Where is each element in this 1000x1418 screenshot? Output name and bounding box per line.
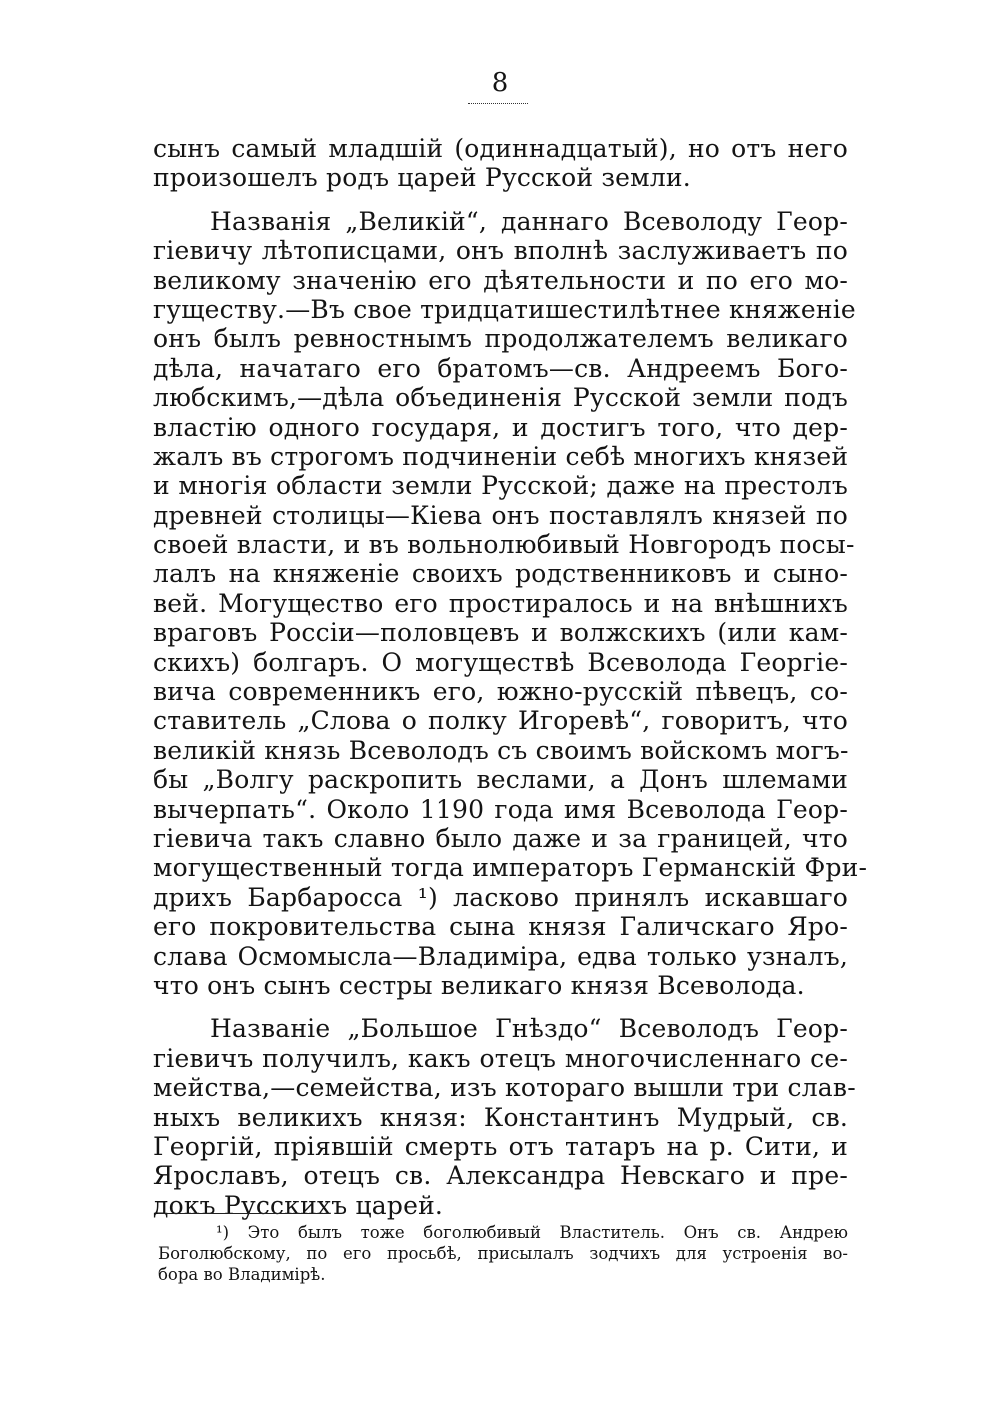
text-line: и многія области земли Русской; даже на престолъ (153, 471, 848, 501)
text-line: враговъ Россіи—половцевъ и волжскихъ (или кам- (153, 618, 848, 648)
page-number-rule (468, 103, 528, 104)
text-line: великому значенію его дѣятельности и по его мо- (153, 265, 848, 295)
text-line: древней столицы—Кіева онъ поставлялъ князей по (153, 500, 848, 530)
text-line: его покровительства сына князя Галичскаго Яро- (153, 912, 848, 942)
text-line: Названія „Великій“, даннаго Всеволоду Геор- (210, 206, 848, 236)
text-line: своей власти, и въ вольнолюбивый Новгородъ посы- (153, 530, 855, 560)
text-line: бы „Волгу раскропить веслами, а Донъ шлемами (153, 765, 848, 795)
text-line: Георгій, пріявшій смерть отъ татаръ на р. Сити, и (153, 1131, 848, 1161)
body-text (153, 134, 868, 1220)
text-line: могущественный тогда императоръ Германскій Фри- (153, 853, 868, 883)
footnote-rule (158, 1213, 330, 1214)
text-line: гіевичу лѣтописцами, онъ вполнѣ заслуживаетъ по (153, 236, 848, 266)
text-line: вей. Могущество его простиралось и на внѣшнихъ (153, 588, 848, 618)
text-line: Ярославъ, отецъ св. Александра Невскаго и пре- (153, 1161, 848, 1191)
text-line: Названіе „Большое Гнѣздо“ Всеволодъ Геор- (210, 1014, 848, 1044)
text-line: слава Осмомысла—Владиміра, едва только узналъ, (153, 941, 848, 971)
footnote-line: Боголюбскому, по его просьбѣ, присылалъ зодчихъ для устроенія во- (158, 1244, 848, 1263)
text-line: вича современникъ его, южно-русскій пѣвецъ, со- (153, 677, 848, 707)
text-line: онъ былъ ревностнымъ продолжателемъ великаго (153, 324, 848, 354)
text-line: властію одного государя, и достигъ того, что дер- (153, 412, 848, 442)
text-line: жалъ въ строгомъ подчиненіи себѣ многихъ князей (153, 441, 849, 471)
paragraph-2 (153, 206, 868, 1001)
text-line: сынъ самый младшій (одиннадцатый), но отъ него (153, 134, 848, 163)
text-line: мейства,—семейства, изъ котораго вышли три слав- (153, 1073, 856, 1103)
text-line: гіевичъ получилъ, какъ отецъ многочисленнаго се- (153, 1043, 848, 1073)
text-line: ставитель „Слова о полку Игоревѣ“, говоритъ, что (153, 706, 848, 736)
text-line: дѣла, начатаго его братомъ—св. Андреемъ Бого- (153, 353, 848, 383)
footnote-line: ¹) Это былъ тоже боголюбивый Властитель. Онъ св. Андрею (216, 1223, 848, 1242)
text-line: что онъ сынъ сестры великаго князя Всеволода. (153, 970, 805, 1000)
text-line: любскимъ,—дѣла объединенія Русской земли подъ (153, 383, 848, 413)
page-number: 8 (491, 68, 509, 98)
text-line: гуществу.—Въ свое тридцатишестилѣтнее княженіе (153, 294, 856, 324)
paragraph-1 (153, 134, 848, 193)
text-line: ныхъ великихъ князя: Константинъ Мудрый, св. (153, 1102, 848, 1132)
paragraph-3 (153, 1014, 856, 1220)
text-line: скихъ) болгаръ. О могуществѣ Всеволода Георгіе- (153, 647, 848, 677)
text-line: докъ Русскихъ царей. (153, 1190, 444, 1220)
footnote-line: бора во Владимірѣ. (158, 1265, 326, 1284)
text-line: великій князь Всеволодъ съ своимъ войскомъ могъ- (153, 735, 849, 765)
text-line: дрихъ Барбаросса ¹) ласково принялъ искавшаго (153, 882, 848, 912)
text-line: лалъ на княженіе своихъ родственниковъ и сыно- (153, 559, 848, 589)
text-line: вычерпать“. Около 1190 года имя Всеволода Геор- (153, 794, 848, 824)
text-line: гіевича такъ славно было даже и за границей, что (153, 823, 848, 853)
text-line: произошелъ родъ царей Русской земли. (153, 163, 691, 193)
footnote (158, 1222, 848, 1285)
